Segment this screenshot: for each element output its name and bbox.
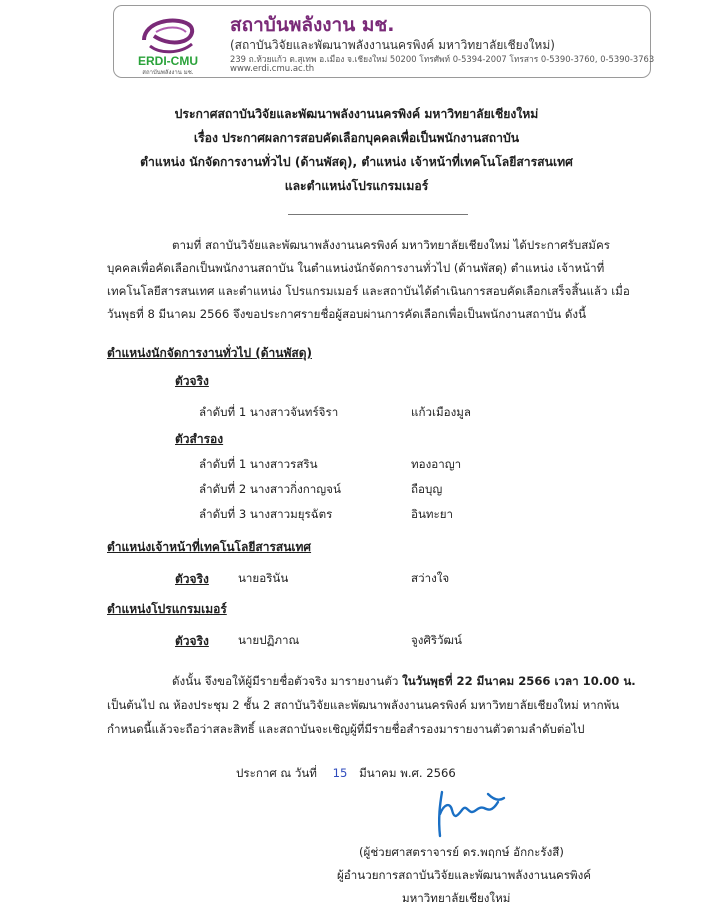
signature-scribble bbox=[428, 788, 508, 840]
svg-text:ERDI-CMU: ERDI-CMU bbox=[138, 54, 198, 68]
announce-day: 15 bbox=[332, 766, 348, 780]
programmer-main-label: ตัวจริง bbox=[175, 634, 209, 648]
closing-line-1 bbox=[172, 673, 636, 691]
programmer-position-heading: ตำแหน่งโปรแกรมเมอร์ bbox=[107, 602, 227, 616]
general-position-heading: ตำแหน่งนักจัดการงานทั่วไป (ด้านพัสดุ) bbox=[107, 346, 312, 360]
general-reserve-rank: ลำดับที่ 3 นางสาวมยุรฉัตร bbox=[199, 507, 333, 521]
programmer-main-surname: จูงศิริวัฒน์ bbox=[411, 633, 462, 647]
org-website: www.erdi.cmu.ac.th bbox=[230, 64, 315, 74]
announce-month-year: มีนาคม พ.ศ. 2566 bbox=[359, 766, 456, 780]
programmer-main-name: นายปฏิภาณ bbox=[238, 633, 300, 647]
org-address: 239 ถ.ห้วยแก้ว ต.สุเทพ อ.เมือง จ.เชียงใหม่ 50200 โทรศัพท์ 0-5394-2007 โทรสาร 0-5390-3760, 0-5390-3763 bbox=[230, 54, 655, 64]
general-main-label: ตัวจริง bbox=[175, 374, 209, 388]
title-line-4: และตำแหน่งโปรแกรมเมอร์ bbox=[284, 179, 429, 193]
it-position-heading: ตำแหน่งเจ้าหน้าที่เทคโนโลยีสารสนเทศ bbox=[107, 540, 312, 554]
erdi-cmu-logo bbox=[130, 10, 206, 76]
intro-line-3: เทคโนโลยีสารสนเทศ และตำแหน่ง โปรแกรมเมอร์ และสถาบันได้ดำเนินการสอบคัดเลือกเสร็จสิ้นแล้ว เมื่อ bbox=[107, 284, 630, 298]
intro-line-2: บุคคลเพื่อคัดเลือกเป็นพนักงานสถาบัน ในตำแหน่งนักจัดการงานทั่วไป (ด้านพัสดุ) ตำแหน่ง เจ้าหน้าที่ bbox=[107, 261, 605, 275]
announce-date bbox=[236, 765, 456, 783]
general-reserve-rank: ลำดับที่ 2 นางสาวกิ่งกาญจน์ bbox=[199, 482, 341, 496]
general-main-rank: ลำดับที่ 1 นางสาวจันทร์จิรา bbox=[199, 405, 339, 419]
org-name: สถาบันพลังงาน มช. bbox=[230, 14, 395, 36]
report-date-emphasis: ในวันพุธที่ 22 มีนาคม 2566 เวลา 10.00 น. bbox=[402, 674, 636, 688]
general-main-surname: แก้วเมืองมูล bbox=[411, 405, 471, 419]
intro-line-1: ตามที่ สถาบันวิจัยและพัฒนาพลังงานนครพิงค์ มหาวิทยาลัยเชียงใหม่ ได้ประกาศรับสมัคร bbox=[172, 238, 610, 252]
org-full-name: (สถาบันวิจัยและพัฒนาพลังงานนครพิงค์ มหาวิทยาลัยเชียงใหม่) bbox=[230, 38, 555, 52]
general-reserve-surname: ถือบุญ bbox=[411, 482, 443, 496]
it-main-label: ตัวจริง bbox=[175, 572, 209, 586]
general-reserve-surname: อินทะยา bbox=[411, 507, 454, 521]
it-main-surname: สว่างใจ bbox=[411, 571, 450, 585]
signatory-position: ผู้อำนวยการสถาบันวิจัยและพัฒนาพลังงานนครพิงค์ bbox=[337, 868, 592, 882]
svg-text:สถาบันพลังงาน มช.: สถาบันพลังงาน มช. bbox=[142, 69, 194, 76]
it-main-name: นายอรินัน bbox=[238, 571, 289, 585]
title-line-3: ตำแหน่ง นักจัดการงานทั่วไป (ด้านพัสดุ), ตำแหน่ง เจ้าหน้าที่เทคโนโลยีสารสนเทศ bbox=[140, 155, 573, 169]
signatory-university: มหาวิทยาลัยเชียงใหม่ bbox=[402, 891, 511, 905]
signatory-name: (ผู้ช่วยศาสตราจารย์ ดร.พฤกษ์ อักกะรังสี) bbox=[359, 845, 564, 859]
title-divider bbox=[288, 214, 468, 215]
announce-prefix: ประกาศ ณ วันที่ bbox=[236, 766, 317, 780]
title-line-2: เรื่อง ประกาศผลการสอบคัดเลือกบุคคลเพื่อเป็นพนักงานสถาบัน bbox=[193, 131, 520, 145]
title-line-1: ประกาศสถาบันวิจัยและพัฒนาพลังงานนครพิงค์ มหาวิทยาลัยเชียงใหม่ bbox=[174, 107, 539, 121]
intro-line-4: วันพุธที่ 8 มีนาคม 2566 จึงขอประกาศรายชื่อผู้สอบผ่านการคัดเลือกเพื่อเป็นพนักงานสถาบัน ดังนี้ bbox=[107, 307, 587, 321]
closing-line-3: กำหนดนี้แล้วจะถือว่าสละสิทธิ์ และสถาบันจะเชิญผู้ที่มีรายชื่อสำรองมารายงานตัวตามลำดับต่อไป bbox=[107, 722, 585, 736]
general-reserve-label: ตัวสำรอง bbox=[175, 432, 224, 446]
general-reserve-rank: ลำดับที่ 1 นางสาวรสริน bbox=[199, 457, 318, 471]
general-reserve-surname: ทองอาญา bbox=[411, 457, 462, 471]
closing-line-1-text: ดังนั้น จึงขอให้ผู้มีรายชื่อตัวจริง มารายงานตัว bbox=[172, 674, 403, 688]
closing-line-2: เป็นต้นไป ณ ห้องประชุม 2 ชั้น 2 สถาบันวิจัยและพัฒนาพลังงานนครพิงค์ มหาวิทยาลัยเชียงใหม่ หากพ้น bbox=[107, 698, 620, 712]
